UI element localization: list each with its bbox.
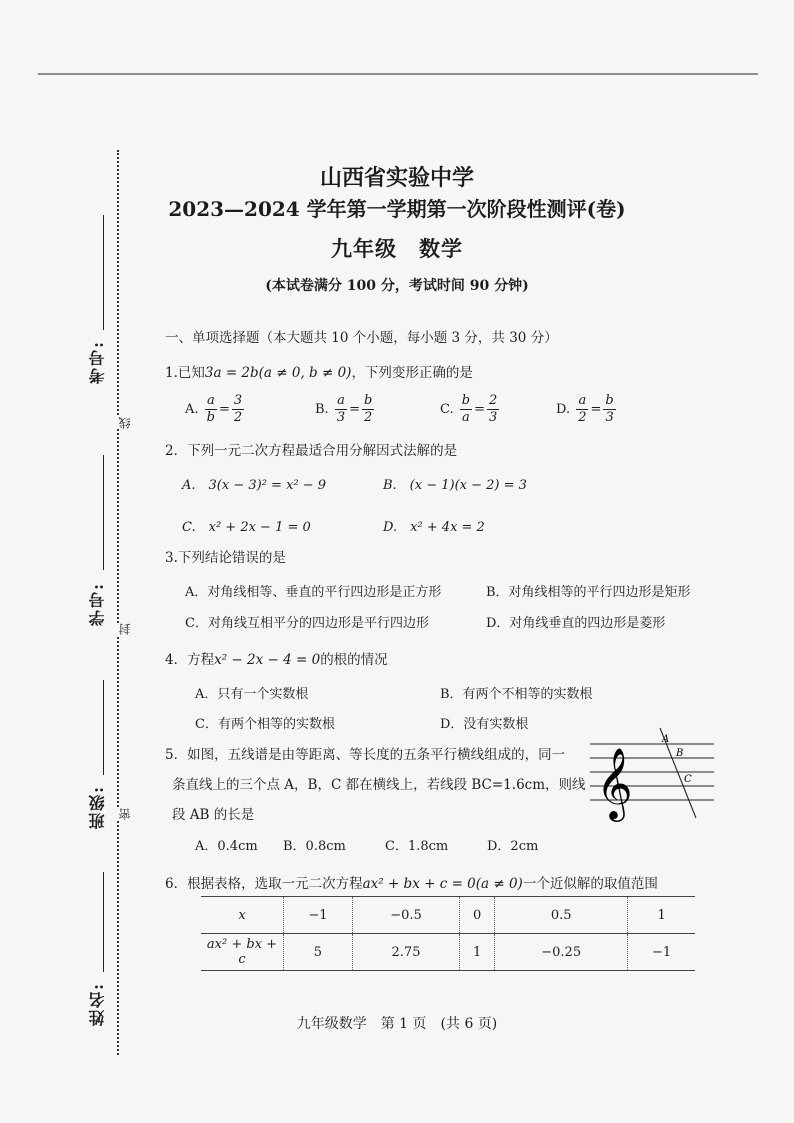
exam-no-label: 考号: xyxy=(88,340,107,384)
question-1-stem: 1.已知3a = 2b(a ≠ 0, b ≠ 0)，下列变形正确的是 xyxy=(165,365,473,381)
margin-seal-char: 封 xyxy=(118,623,132,635)
school-title: 山西省实验中学 xyxy=(319,165,474,191)
q2-option-d: D. x² + 4x = 2 xyxy=(383,520,485,535)
point-a-label: A xyxy=(662,734,670,745)
question-4-stem: 4．方程x² − 2x − 4 = 0的根的情况 xyxy=(165,652,388,668)
question-5-line3: 段 AB 的长是 xyxy=(172,807,255,823)
name-label: 姓名: xyxy=(88,982,107,1026)
q5-option-a: A．0.4cm xyxy=(195,839,258,854)
q2-option-b: B. (x − 1)(x − 2) = 3 xyxy=(383,478,527,493)
q4-option-a: A．只有一个实数根 xyxy=(195,687,309,702)
question-2-stem: 2．下列一元二次方程最适合用分解因式法解的是 xyxy=(165,443,458,459)
q4-option-b: B．有两个不相等的实数根 xyxy=(440,687,593,702)
q5-option-c: C．1.8cm xyxy=(385,839,449,854)
question-5-line2: 条直线上的三个点 A，B，C 都在横线上，若线段 BC=1.6cm，则线 xyxy=(172,777,586,793)
class-label: 班级: xyxy=(88,785,107,829)
name-blank xyxy=(103,872,104,972)
class-blank xyxy=(103,680,104,775)
grade-subject-title: 九年级 数学 xyxy=(331,236,463,261)
page-footer: 九年级数学 第 1 页 (共 6 页) xyxy=(296,1016,498,1032)
q4-option-c: C．有两个相等的实数根 xyxy=(195,717,335,732)
q1-option-c: C. $\frac{b}{a}$ = $\frac{2}{3}$ xyxy=(440,393,498,425)
q1-option-d: D. $\frac{a}{2}$ = $\frac{b}{3}$ xyxy=(556,393,614,425)
point-c-label: C xyxy=(684,774,692,785)
question-3-stem: 3.下列结论错误的是 xyxy=(165,550,286,566)
q3-option-c: C．对角线互相平分的四边形是平行四边形 xyxy=(185,616,429,631)
question-5-line1: 5．如图，五线谱是由等距离、等长度的五条平行横线组成的，同一 xyxy=(165,747,566,763)
section-heading: 一、单项选择题（本大题共 10 个小题，每小题 3 分，共 30 分） xyxy=(165,330,558,346)
scan-top-line xyxy=(38,73,758,75)
q4-option-d: D．没有实数根 xyxy=(440,717,529,732)
student-no-label: 学号: xyxy=(88,582,107,626)
q1-option-b: B. $\frac{a}{3}$ = $\frac{b}{2}$ xyxy=(315,393,373,425)
table-row: x −1 −0.5 0 0.5 1 xyxy=(201,897,695,934)
exam-note: (本试卷满分 100 分，考试时间 90 分钟) xyxy=(265,278,529,294)
student-no-blank xyxy=(103,455,104,570)
q2-option-a: A. 3(x − 3)² = x² − 9 xyxy=(182,478,327,493)
q1-option-a: A. $\frac{a}{b}$ = $\frac{3}{2}$ xyxy=(185,393,243,425)
margin-bind-char: 密 xyxy=(118,808,132,820)
q5-option-b: B．0.8cm xyxy=(283,839,346,854)
table-row: ax² + bx + c 5 2.75 1 −0.25 −1 xyxy=(201,934,695,971)
margin-line-char: 线 xyxy=(118,417,132,429)
q2-option-c: C. x² + 2x − 1 = 0 xyxy=(182,520,311,535)
q3-option-d: D．对角线垂直的四边形是菱形 xyxy=(486,616,666,631)
q5-option-d: D．2cm xyxy=(487,839,539,854)
q3-option-a: A．对角线相等、垂直的平行四边形是正方形 xyxy=(185,585,442,600)
staff-figure xyxy=(588,722,716,822)
question-6-stem: 6．根据表格，选取一元二次方程ax² + bx + c = 0(a ≠ 0)一个近似解的取值范围 xyxy=(165,876,658,892)
q3-option-b: B．对角线相等的平行四边形是矩形 xyxy=(486,585,691,600)
q6-value-table xyxy=(201,896,695,971)
point-b-label: B xyxy=(676,748,684,759)
exam-title: 2023—2024 学年第一学期第一次阶段性测评(卷) xyxy=(168,197,626,221)
treble-clef-icon: 𝄞 xyxy=(596,746,633,819)
